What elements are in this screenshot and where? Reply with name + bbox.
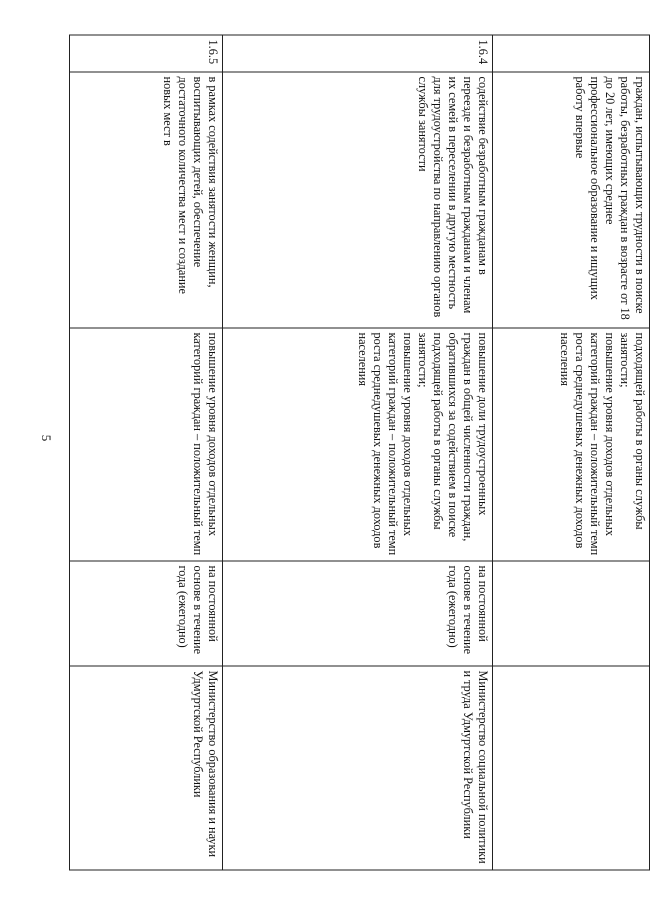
executor-cell: Министерство социальной политики и труда Удмуртской Республики [223,666,493,870]
measure-cell: граждан, испытывающих трудности в поиске работы, безработных граждан в возрасте от 18 до 20 лет, имеющих среднее профессиональное образование и ищущих работу впервые [493,72,650,328]
table-row [70,35,223,870]
table-row [493,35,650,870]
result-cell: повышение уровня доходов отдельных категорий граждан – положительный темп [70,328,223,561]
term-cell [493,561,650,666]
table-row [223,35,493,870]
row-number: 1.6.4 [223,35,493,72]
executor-cell: Министерство образования и науки Удмуртской Республики [70,666,223,870]
measure-cell: содействие безработным гражданам в переезде и безработным гражданам и членам их семей в переселении в другую местность для трудоустройства по направлению органов службы занятости [223,72,493,328]
term-cell: на постоянной основе в течение года (ежегодно) [223,561,493,666]
measures-table [69,35,650,871]
executor-cell [493,666,650,870]
row-number: 1.6.5 [70,35,223,72]
result-cell: повышение доли трудоустроенных граждан в общей численности граждан, обратившихся за содействием в поиске подходящей работы в органы службы занятости; повышение уровня доходов отдельных категорий граждан – положительный темп роста среднедушевых денежных доходов населения [223,328,493,561]
result-cell: подходящей работы в органы службы занятости; повышение уровня доходов отдельных категорий граждан – положительный темп роста среднедушевых денежных доходов населения [493,328,650,561]
rotated-page [70,35,650,870]
page-number: 5 [39,434,54,442]
term-cell: на постоянной основе в течение года (ежегодно) [70,561,223,666]
row-number [493,35,650,72]
measure-cell: в рамках содействия занятости женщин, воспитывающих детей, обеспечение достаточного количества мест и создание новых мест в [70,72,223,328]
